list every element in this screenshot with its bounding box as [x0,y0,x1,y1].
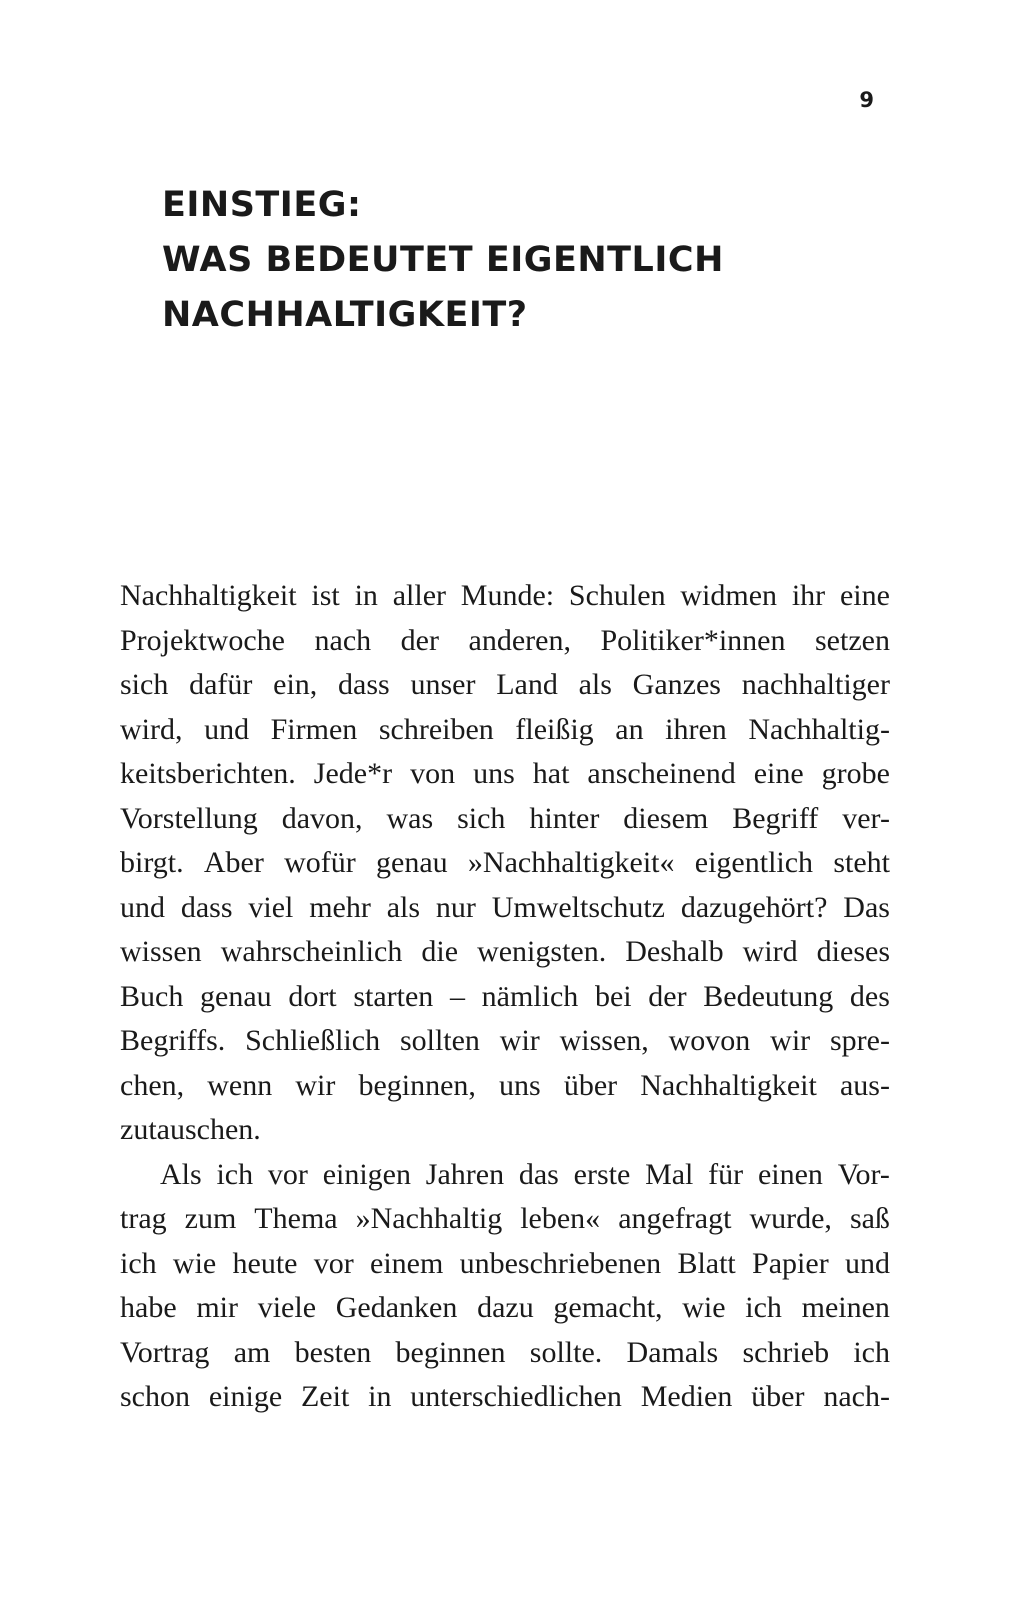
body-line: Projektwoche nach der anderen, Politiker*innen setzen [120,623,890,657]
chapter-title-line: NACHHALTIGKEIT? [162,295,528,335]
body-line: trag zum Thema »Nachhaltig leben« angefragt wurde, saß [120,1202,890,1235]
body-line: Nachhaltigkeit ist in aller Munde: Schulen widmen ihr eine [120,579,890,612]
body-line: habe mir viele Gedanken dazu gemacht, wie ich meinen [120,1291,890,1324]
body-line: Vorstellung davon, was sich hinter diesem Begriff ver- [120,801,890,835]
body-line: Begriffs. Schließlich sollten wir wissen, wovon wir spre- [120,1024,890,1057]
body-line: wird, und Firmen schreiben fleißig an ihren Nachhaltig- [120,712,890,746]
body-line: Buch genau dort starten – nämlich bei der Bedeutung des [120,979,890,1013]
body-line: und dass viel mehr als nur Umweltschutz dazugehört? Das [120,890,890,924]
body-line: chen, wenn wir beginnen, uns über Nachhaltigkeit aus- [120,1068,890,1102]
body-line: Als ich vor einigen Jahren das erste Mal für einen Vor- [160,1157,890,1191]
body-line: birgt. Aber wofür genau »Nachhaltigkeit« eigentlich steht [120,846,890,879]
body-line: keitsberichten. Jede*r von uns hat anscheinend eine grobe [120,757,890,790]
body-line: Vortrag am besten beginnen sollte. Damals schrieb ich [120,1335,890,1369]
chapter-title [162,178,724,343]
body-line: ich wie heute vor einem unbeschriebenen Blatt Papier und [120,1246,890,1280]
body-line: sich dafür ein, dass unser Land als Ganzes nachhaltiger [120,668,890,701]
chapter-title-line: EINSTIEG: [162,185,362,225]
page-number: 9 [859,88,874,112]
chapter-title-line: WAS BEDEUTET EIGENTLICH [162,240,724,280]
body-line: wissen wahrscheinlich die wenigsten. Deshalb wird dieses [120,935,890,968]
body-line: zutauschen. [120,1113,261,1146]
body-text [120,574,890,1420]
body-line: schon einige Zeit in unterschiedlichen Medien über nach- [120,1380,890,1413]
